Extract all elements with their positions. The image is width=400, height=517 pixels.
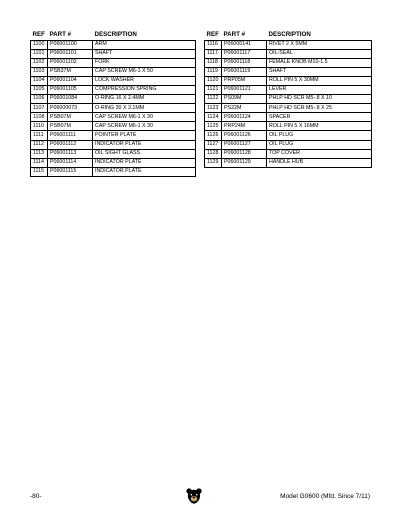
ref-cell: 1122 — [205, 95, 222, 104]
part-number-cell: PRP05M — [222, 76, 267, 85]
table-row — [205, 131, 372, 140]
part-number-cell: P06001129 — [222, 158, 267, 167]
ref-cell: 1118 — [205, 58, 222, 67]
bear-head-icon — [185, 487, 203, 505]
description-cell: O-RING 30 X 3.1MM — [93, 104, 196, 113]
table-row — [31, 76, 196, 85]
ref-cell: 1129 — [205, 158, 222, 167]
part-number-cell: P06000073 — [48, 104, 93, 113]
description-cell: OIL-SEAL — [267, 49, 372, 58]
parts-table-left — [30, 30, 196, 177]
table-row — [31, 131, 196, 140]
ref-cell: 1107 — [31, 104, 48, 113]
part-number-cell: P06001102 — [48, 58, 93, 67]
table-row — [31, 67, 196, 76]
description-header: DESCRIPTION — [268, 30, 311, 38]
ref-cell: 1116 — [205, 40, 222, 49]
description-cell: O-RING 16 X 2.4MM — [93, 95, 196, 104]
ref-cell: 1126 — [205, 131, 222, 140]
description-cell: PHLP HD SCR M5-.8 X 10 — [267, 95, 372, 104]
part-number-cell: P06001111 — [48, 131, 93, 140]
ref-header: REF — [206, 30, 219, 38]
part-number-cell: P06001084 — [48, 95, 93, 104]
ref-cell: 1128 — [205, 149, 222, 158]
table-row — [205, 122, 372, 131]
part-number-cell: PRP24M — [222, 122, 267, 131]
ref-cell: 1105 — [31, 85, 48, 94]
part-number-cell: P06001128 — [222, 149, 267, 158]
table-row — [31, 158, 196, 167]
table-row — [31, 122, 196, 131]
table-row — [31, 85, 196, 94]
description-cell: INDICATOR PLATE — [93, 158, 196, 167]
ref-cell: 1110 — [31, 122, 48, 131]
part-number-cell: P06001118 — [222, 58, 267, 67]
description-cell: LEVER — [267, 85, 372, 94]
ref-cell: 1127 — [205, 140, 222, 149]
part-number-cell: PSB07M — [48, 113, 93, 122]
table-row — [31, 113, 196, 122]
part-number-cell: PSB07M — [48, 122, 93, 131]
part-number-cell: P06001114 — [48, 158, 93, 167]
table-row — [31, 167, 196, 176]
part-number-cell: P06001119 — [222, 67, 267, 76]
table-header-row — [31, 30, 196, 40]
description-cell: OIL PLUG — [267, 140, 372, 149]
part-number-header: PART # — [223, 30, 246, 38]
page-number: -80- — [30, 493, 42, 500]
description-cell: ARM — [93, 40, 196, 49]
description-cell: INDICATOR PLATE — [93, 140, 196, 149]
table-row — [205, 67, 372, 76]
table-row — [205, 76, 372, 85]
table-row — [205, 49, 372, 58]
ref-cell: 1124 — [205, 113, 222, 122]
description-cell: COMPRESSION SPRING — [93, 85, 196, 94]
description-cell: SHAFT — [267, 67, 372, 76]
part-number-header: PART # — [49, 30, 72, 38]
table-row — [31, 149, 196, 158]
ref-cell: 1113 — [31, 149, 48, 158]
part-number-cell: P06001112 — [48, 140, 93, 149]
ref-cell: 1100 — [31, 40, 48, 49]
table-row — [31, 58, 196, 67]
ref-cell: 1117 — [205, 49, 222, 58]
table-row — [31, 40, 196, 49]
ref-cell: 1114 — [31, 158, 48, 167]
description-header: DESCRIPTION — [94, 30, 137, 38]
table-row — [205, 149, 372, 158]
ref-cell: 1103 — [31, 67, 48, 76]
table-row — [205, 140, 372, 149]
part-number-cell: P06001113 — [48, 149, 93, 158]
part-number-cell: P06001124 — [222, 113, 267, 122]
ref-cell: 1123 — [205, 104, 222, 113]
ref-cell: 1115 — [31, 167, 48, 176]
description-cell: HANDLE HUB — [267, 158, 372, 167]
description-cell: RIVET 2 X 5MM — [267, 40, 372, 49]
description-cell: TOP COVER — [267, 149, 372, 158]
ref-cell: 1102 — [31, 58, 48, 67]
description-cell: POINTER PLATE — [93, 131, 196, 140]
description-cell: ROLL PIN 5 X 16MM — [267, 122, 372, 131]
description-cell: OIL PLUG — [267, 131, 372, 140]
ref-cell: 1125 — [205, 122, 222, 131]
part-number-cell: P06001104 — [48, 76, 93, 85]
part-number-cell: PSB37M — [48, 67, 93, 76]
table-row — [31, 104, 196, 113]
ref-header: REF — [32, 30, 45, 38]
description-cell: LOCK WASHER — [93, 76, 196, 85]
ref-cell: 1108 — [31, 113, 48, 122]
part-number-cell: P06000141 — [222, 40, 267, 49]
part-number-cell: P06001117 — [222, 49, 267, 58]
ref-cell: 1121 — [205, 85, 222, 94]
description-cell: FORK — [93, 58, 196, 67]
parts-table-right — [204, 30, 372, 168]
table-row — [31, 140, 196, 149]
description-cell: FEMALE KNOB M10-1.5 — [267, 58, 372, 67]
part-number-cell: P06001100 — [48, 40, 93, 49]
part-number-cell: P06001115 — [48, 167, 93, 176]
parts-table-left-body — [31, 40, 196, 176]
description-cell: CAP SCREW M6-1 X 50 — [93, 67, 196, 76]
part-number-cell: PS09M — [222, 95, 267, 104]
table-row — [205, 40, 372, 49]
ref-cell: 1104 — [31, 76, 48, 85]
description-cell: CAP SCREW M6-1 X 30 — [93, 122, 196, 131]
part-number-cell: PS22M — [222, 104, 267, 113]
table-row — [205, 104, 372, 113]
table-header-row — [205, 30, 372, 40]
description-cell: OIL SIGHT GLASS — [93, 149, 196, 158]
part-number-cell: P06001101 — [48, 49, 93, 58]
ref-cell: 1112 — [31, 140, 48, 149]
ref-cell: 1106 — [31, 95, 48, 104]
part-number-cell: P06001127 — [222, 140, 267, 149]
table-row — [31, 95, 196, 104]
part-number-cell: P06001121 — [222, 85, 267, 94]
ref-cell: 1119 — [205, 67, 222, 76]
part-number-cell: P06001126 — [222, 131, 267, 140]
description-cell: INDICATOR PLATE — [93, 167, 196, 176]
ref-cell: 1111 — [31, 131, 48, 140]
ref-cell: 1101 — [31, 49, 48, 58]
table-row — [205, 58, 372, 67]
model-label: Model G0600 (Mfd. Since 7/11) — [280, 493, 370, 500]
parts-table-right-body — [205, 40, 372, 167]
table-row — [205, 85, 372, 94]
description-cell: SPACER — [267, 113, 372, 122]
part-number-cell: P06001105 — [48, 85, 93, 94]
description-cell: SHAFT — [93, 49, 196, 58]
table-row — [205, 158, 372, 167]
ref-cell: 1120 — [205, 76, 222, 85]
table-row — [205, 113, 372, 122]
table-row — [205, 95, 372, 104]
description-cell: PHLP HD SCR M5-.8 X 25 — [267, 104, 372, 113]
description-cell: CAP SCREW M6-1 X 30 — [93, 113, 196, 122]
table-row — [31, 49, 196, 58]
description-cell: ROLL PIN 5 X 30MM — [267, 76, 372, 85]
